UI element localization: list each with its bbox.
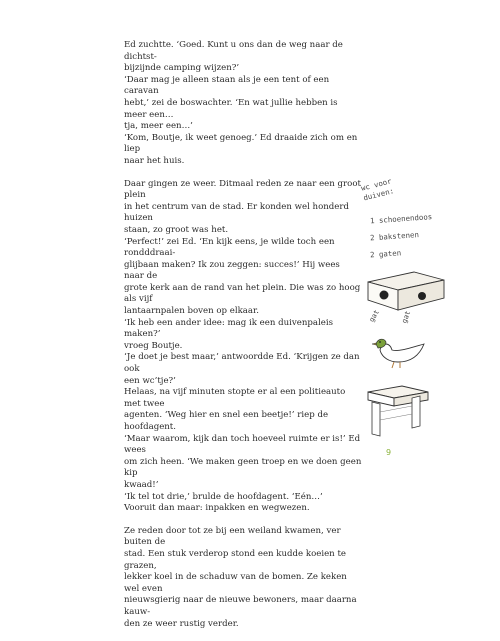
text-line: kwaad!’ <box>124 479 159 490</box>
text-line: in het centrum van de stad. Er konden wel honderd huizen <box>124 201 349 224</box>
paragraph-3 <box>124 526 362 630</box>
text-line: glijbaan maken? Ik zou zeggen: succes!’ Hij wees naar de <box>124 259 340 282</box>
text-line: naar het huis. <box>124 155 185 166</box>
text-line: Ed zuchtte. ‘Goed. Kunt u ons dan de weg naar de dichtst- <box>124 40 343 62</box>
text-line: ‘Maar waarom, kijk dan toch hoeveel ruimte er is!’ Ed wees <box>124 433 361 456</box>
hole-label-right: gat <box>400 309 413 325</box>
text-line: ‘Je doet je best maar,’ antwoordde Ed. ‘Krijgen ze dan ook <box>124 352 360 375</box>
text-line: grote kerk aan de rand van het plein. Die was zo hoog als vijf <box>124 282 361 305</box>
text-line: ‘Ik tel tot drie,’ brulde de hoofdagent. ‘Eén…’ <box>124 491 323 502</box>
text-line: ‘Kom, Boutje, ik weet genoeg.’ Ed draaide zich om en liep <box>124 132 358 155</box>
text-line: Helaas, na vijf minuten stopte er al een politieauto met twee <box>124 387 346 409</box>
text-line: agenten. ‘Weg hier en snel een beetje!’ riep de hoofdagent. <box>124 410 329 432</box>
text-line: nieuwsgierig naar de nieuwe bewoners, maar daarna kauw- <box>124 595 357 617</box>
text-line: staan, zo groot was het. <box>124 224 229 235</box>
text-line: hebt,’ zei de boswachter. ‘En wat jullie hebben is meer een… <box>124 97 338 120</box>
paragraph-2 <box>124 179 362 515</box>
text-line: Vooruit dan maar: inpakken en wegwezen. <box>124 503 310 514</box>
text-line: den ze weer rustig verder. <box>124 618 239 629</box>
margin-note-item: 2 gaten <box>369 248 402 260</box>
hole-label-left: gat <box>367 308 381 324</box>
margin-note-item: 2 bakstenen <box>369 230 420 243</box>
text-line: om zich heen. ‘We maken geen troep en we doen geen kip <box>124 456 362 479</box>
brick-box-sketch <box>362 382 434 444</box>
text-line: stad. Een stuk verderop stond een kudde koeien te grazen, <box>124 548 346 571</box>
text-line: lantaarnpalen boven op elkaar. <box>124 306 259 317</box>
text-line: een wc’tje?’ <box>124 375 176 386</box>
text-line: Daar gingen ze weer. Ditmaal reden ze naar een groot plein <box>124 178 361 201</box>
text-line: ‘Ik heb een ander idee: mag ik een duivenpaleis maken?’ <box>124 317 333 340</box>
text-line: vroeg Boutje. <box>124 340 183 351</box>
paragraph-1 <box>124 40 362 168</box>
text-line: Ze reden door tot ze bij een weiland kwamen, ver buiten de <box>124 525 341 548</box>
body-text <box>124 40 362 641</box>
margin-note-item: 1 schoenendoos <box>369 212 433 226</box>
text-line: tja, meer een…’ <box>124 121 193 132</box>
margin-note-title: wc voor duiven: <box>360 176 395 203</box>
pigeon-sketch <box>372 330 430 370</box>
text-line: ‘Daar mag je alleen staan als je een tent of een caravan <box>124 74 330 97</box>
text-line: ‘Perfect!’ zei Ed. ‘En kijk eens, je wilde toch een rondddraai- <box>124 236 335 259</box>
text-line: bijzijnde camping wijzen?’ <box>124 63 240 74</box>
margin-note-list <box>370 214 440 265</box>
text-line: lekker koel in de schaduw van de bomen. Ze keken wel even <box>124 572 347 594</box>
page-number: 9 <box>386 448 392 457</box>
